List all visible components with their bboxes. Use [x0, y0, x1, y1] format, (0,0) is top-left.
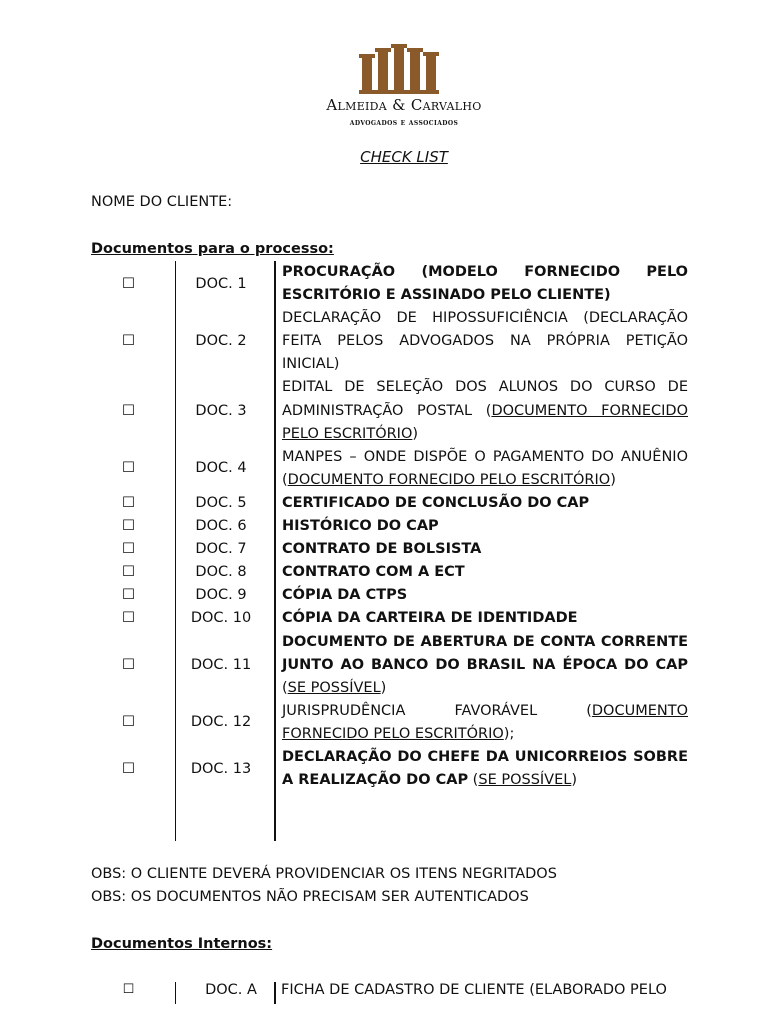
doc-row [91, 746, 688, 792]
doc-text-part: ) [610, 471, 616, 488]
doc-id: DOC. A [205, 982, 257, 998]
doc-description: FICHA DE CADASTRO DE CLIENTE (ELABORADO PELO [281, 982, 667, 998]
checkbox[interactable]: ☐ [122, 714, 135, 731]
doc-id: DOC. 3 [195, 402, 247, 419]
doc-id: DOC. 9 [195, 587, 247, 604]
doc-text-part: SE POSSÍVEL [478, 772, 572, 789]
checkbox[interactable]: ☐ [122, 760, 135, 777]
doc-id: DOC. 1 [195, 275, 247, 292]
doc-row [91, 631, 688, 700]
doc-text-part: EDITAL DE SELEÇÃO DOS ALUNOS DO CURSO DE ADMINISTRAÇÃO POSTAL ( [282, 379, 688, 419]
doc-description [276, 538, 688, 561]
checkbox[interactable]: ☐ [122, 402, 135, 419]
doc-text-part: DOCUMENTO DE ABERTURA DE CONTA CORRENTE JUNTO AO BANCO DO BRASIL NA ÉPOCA DO CAP [282, 633, 688, 673]
doc-description [276, 700, 688, 746]
doc-description [276, 746, 688, 792]
doc-text-part: CONTRATO DE BOLSISTA [282, 541, 482, 558]
doc-text-part: ( [468, 772, 479, 789]
doc-row [91, 700, 688, 746]
doc-description [276, 376, 688, 445]
doc-row [91, 446, 688, 492]
doc-description [276, 515, 688, 538]
checkbox[interactable]: ☐ [122, 564, 135, 581]
checkbox[interactable]: ☐ [122, 610, 135, 627]
doc-text-part: MANPES – ONDE DISPÕE O PAGAMENTO DO ANUÊNIO ( [282, 448, 688, 488]
doc-id: DOC. 5 [195, 494, 247, 511]
doc-row [91, 376, 688, 445]
process-documents-table [91, 261, 688, 792]
doc-text-part: DOCUMENTO FORNECIDO PELO ESCRITÓRIO [287, 471, 611, 488]
checkbox[interactable]: ☐ [122, 518, 135, 535]
doc-text-part: CÓPIA DA CARTEIRA DE IDENTIDADE [282, 610, 578, 627]
doc-description [276, 584, 688, 607]
obs-note: OBS: OS DOCUMENTOS NÃO PRECISAM SER AUTENTICADOS [91, 889, 529, 905]
doc-text-part: ) [412, 425, 419, 442]
doc-id: DOC. 8 [195, 564, 247, 581]
doc-text-part: HISTÓRICO DO CAP [282, 518, 439, 535]
doc-row [91, 561, 688, 584]
doc-description [276, 307, 688, 376]
doc-id: DOC. 12 [190, 714, 252, 731]
doc-description [276, 631, 688, 700]
doc-text-part: ) [571, 772, 578, 789]
doc-description [276, 492, 688, 515]
firm-subtitle: advogados e associados [349, 117, 459, 127]
checkbox[interactable]: ☐ [122, 656, 135, 673]
doc-text-part: ) [380, 679, 387, 696]
doc-text-part: ( [282, 679, 288, 696]
firm-name: Almeida & Carvalho [326, 96, 482, 114]
doc-id: DOC. 2 [195, 333, 247, 350]
doc-text-part: DOCUMENTO FORNECIDO PELO ESCRITÓRIO [282, 702, 688, 742]
checkbox[interactable]: ☐ [122, 460, 135, 477]
doc-text-part: CERTIFICADO DE CONCLUSÃO DO CAP [282, 494, 590, 511]
checkbox[interactable]: ☐ [122, 541, 135, 558]
doc-text-part: DECLARAÇÃO DE HIPOSSUFICIÊNCIA (DECLARAÇÃO FEITA PELOS ADVOGADOS NA PRÓPRIA PETIÇÃO INICIAL) [282, 310, 688, 373]
doc-id: DOC. 7 [195, 541, 247, 558]
firm-logo-columns-icon [355, 44, 451, 94]
checkbox[interactable]: ☐ [122, 275, 135, 292]
page-title: CHECK LIST [360, 148, 448, 166]
doc-description [276, 261, 688, 307]
doc-text-part: DECLARAÇÃO DO CHEFE DA UNICORREIOS SOBRE A REALIZAÇÃO DO CAP [282, 748, 688, 789]
checkbox[interactable]: ☐ [122, 333, 135, 350]
doc-row [91, 492, 688, 515]
doc-row [91, 584, 688, 607]
doc-id: DOC. 13 [190, 760, 252, 777]
doc-row [91, 515, 688, 538]
checkbox[interactable]: ☐ [122, 587, 135, 604]
doc-id: DOC. 10 [190, 610, 252, 627]
doc-row [91, 261, 688, 307]
section-title-process: Documentos para o processo: [91, 241, 334, 257]
doc-id: DOC. 6 [195, 518, 247, 535]
doc-text-part: ); [503, 725, 515, 742]
doc-description [276, 446, 688, 492]
doc-text-part: DOCUMENTO FORNECIDO PELO ESCRITÓRIO [282, 402, 688, 442]
doc-row [91, 607, 688, 630]
section-title-internal: Documentos Internos: [91, 936, 273, 952]
checkbox[interactable]: ☐ [122, 982, 135, 997]
doc-row [91, 307, 688, 376]
client-name-label: NOME DO CLIENTE: [91, 194, 233, 210]
checkbox[interactable]: ☐ [122, 494, 135, 511]
doc-text-part: CÓPIA DA CTPS [282, 587, 408, 604]
doc-description [276, 607, 688, 630]
doc-text-part: JURISPRUDÊNCIA FAVORÁVEL ( [282, 702, 592, 719]
doc-description [276, 561, 688, 584]
doc-id: DOC. 11 [190, 656, 252, 673]
doc-text-part: SE POSSÍVEL [287, 679, 381, 696]
doc-text-part: PROCURAÇÃO (MODELO FORNECIDO PELO ESCRITÓRIO E ASSINADO PELO CLIENTE) [282, 264, 688, 304]
doc-id: DOC. 4 [195, 460, 247, 477]
doc-row [91, 538, 688, 561]
obs-note: OBS: O CLIENTE DEVERÁ PROVIDENCIAR OS ITENS NEGRITADOS [91, 866, 557, 882]
doc-text-part: CONTRATO COM A ECT [282, 564, 465, 581]
